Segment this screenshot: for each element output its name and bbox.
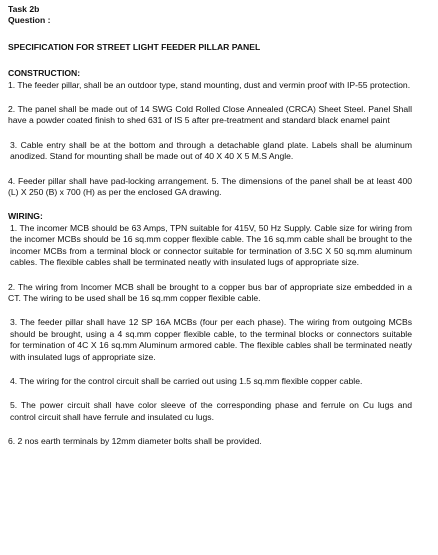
question-label: Question : (8, 15, 51, 26)
wiring-item-4: 4. The wiring for the control circuit shall be carried out using 1.5 sq.mm flexible copper cable. (10, 375, 363, 386)
wiring-heading: WIRING: (8, 211, 43, 222)
construction-item-1: 1. The feeder pillar, shall be an outdoor type, stand mounting, dust and vermin proof with IP-55 protection. (8, 79, 411, 90)
document-title: SPECIFICATION FOR STREET LIGHT FEEDER PILLAR PANEL (8, 41, 261, 52)
wiring-item-5: 5. The power circuit shall have color sleeve of the corresponding phase and ferrule on Cu lugs and control circuit shall have ferrule and insulated cu lugs. (10, 400, 412, 422)
wiring-item-3: 3. The feeder pillar shall have 12 SP 16A MCBs (four per each phase). The wiring from outgoing MCBs should be brought, using a 4 sq.mm copper flexible cable, to the terminal blocks or connectors suitable for termination of 4C X 16 sq.mm Aluminum armored cable. The flexible cables shall be terminated neatly with insulated lugs of appropriate size. (10, 317, 412, 362)
task-label: Task 2b (8, 4, 40, 14)
construction-heading: CONSTRUCTION: (8, 68, 81, 79)
wiring-item-1: 1. The incomer MCB should be 63 Amps, TPN suitable for 415V, 50 Hz Supply. Cable size for wiring from the incomer MCBs should be 16 sq.mm copper flexible cable. The 16 sq.mm cable shall be brought to the incomer MCBs from a terminal block or connector suitable for termination of 3.5C X 50 sq.mm aluminum cables. The flexible cables shall be terminated neatly with insulated lugs of appropriate size. (10, 222, 412, 268)
wiring-item-6: 6. 2 nos earth terminals by 12mm diameter bolts shall be provided. (8, 436, 262, 447)
construction-item-4: 4. Feeder pillar shall have pad-locking arrangement. 5. The dimensions of the panel shall be at least 400 (L) X 250 (B) x 700 (H) as per the enclosed GA drawing. (8, 175, 412, 198)
construction-item-2: 2. The panel shall be made out of 14 SWG Cold Rolled Close Annealed (CRCA) Sheet Steel. Panel Shall have a powder coated finish to shed 631 of IS 5 after pre-treatment and standard black enamel paint (8, 104, 412, 126)
wiring-item-2: 2. The wiring from Incomer MCB shall be brought to a copper bus bar of appropriate size embedded in a CT. The wiring to be used shall be 16 sq.mm copper flexible cable. (8, 281, 412, 303)
construction-item-3: 3. Cable entry shall be at the bottom and through a detachable gland plate. Labels shall be aluminum anodized. Stand for mounting shall be made out of 40 X 40 X 5 M.S Angle. (10, 139, 412, 162)
